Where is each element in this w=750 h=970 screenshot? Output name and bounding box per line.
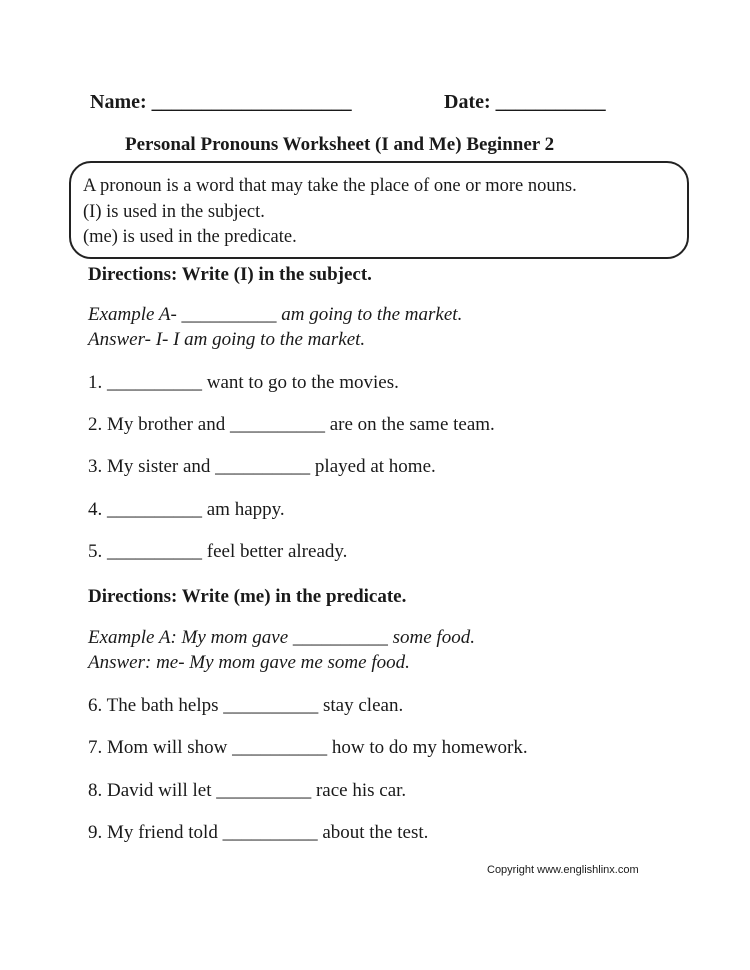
answer-subject: Answer- I- I am going to the market. <box>88 329 366 350</box>
question-8: 8. David will let __________ race his car. <box>88 780 407 801</box>
question-2: 2. My brother and __________ are on the same team. <box>88 414 495 435</box>
question-9: 9. My friend told __________ about the test. <box>88 822 429 843</box>
subject-rule-line: (I) is used in the subject. <box>83 202 265 222</box>
question-7: 7. Mom will show __________ how to do my homework. <box>88 737 528 758</box>
example-subject: Example A- __________ am going to the market. <box>88 304 463 325</box>
question-4: 4. __________ am happy. <box>88 499 285 520</box>
question-6: 6. The bath helps __________ stay clean. <box>88 695 404 716</box>
directions-subject: Directions: Write (I) in the subject. <box>88 264 372 285</box>
question-5: 5. __________ feel better already. <box>88 541 348 562</box>
predicate-rule-line: (me) is used in the predicate. <box>83 227 297 247</box>
question-1: 1. __________ want to go to the movies. <box>88 372 399 393</box>
directions-predicate: Directions: Write (me) in the predicate. <box>88 586 407 607</box>
copyright-notice: Copyright www.englishlinx.com <box>487 864 639 876</box>
name-field: Name: ____________________ <box>90 91 352 113</box>
pronoun-definition-box <box>69 161 689 259</box>
answer-predicate: Answer: me- My mom gave me some food. <box>88 652 410 673</box>
question-3: 3. My sister and __________ played at home. <box>88 456 436 477</box>
worksheet-title: Personal Pronouns Worksheet (I and Me) Beginner 2 <box>125 134 555 155</box>
example-predicate: Example A: My mom gave __________ some food. <box>88 627 475 648</box>
date-field: Date: ___________ <box>444 91 606 113</box>
definition-line: A pronoun is a word that may take the place of one or more nouns. <box>83 176 577 196</box>
